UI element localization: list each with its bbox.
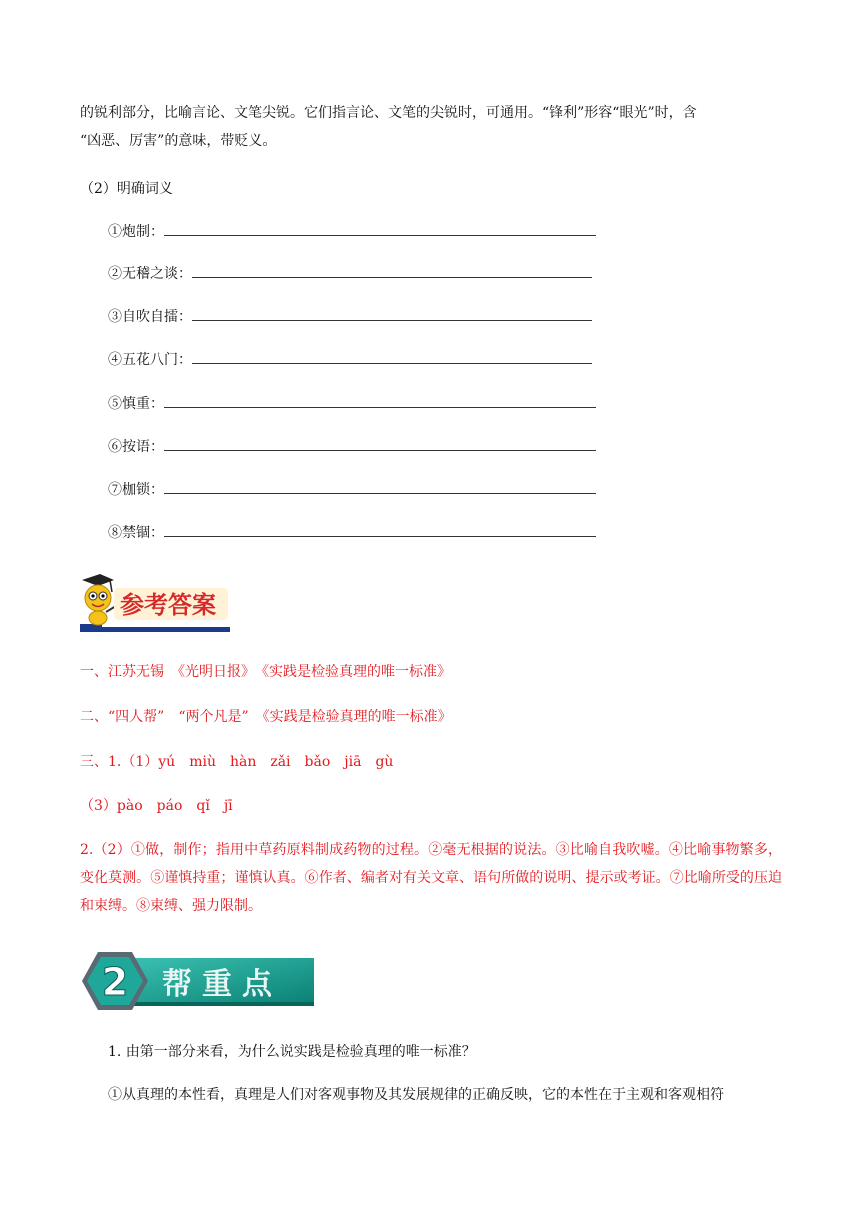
question-1: 1. 由第一部分来看，为什么说实践是检验真理的唯一标准？	[108, 1044, 476, 1060]
section-title: （2）明确词义	[80, 181, 173, 197]
answer-blank[interactable]	[192, 351, 592, 364]
mascot-icon	[82, 574, 116, 625]
answer-line-4	[80, 796, 233, 816]
term-field[interactable]	[108, 307, 592, 327]
term-label: ①炮制：	[108, 224, 164, 240]
term-field[interactable]	[108, 437, 596, 457]
answer-line-2: 二、“四人帮” “两个凡是” 《实践是检验真理的唯一标准》	[80, 709, 452, 725]
answer-line-1: 一、江苏无锡 《光明日报》 《实践是检验真理的唯一标准》	[80, 664, 451, 680]
term-field[interactable]	[108, 394, 596, 414]
answer-blank[interactable]	[164, 438, 596, 451]
answer-line-4-text: （3）pào páo qǐ jī	[80, 798, 233, 814]
term-label: ④五花八门：	[108, 352, 192, 368]
term-field[interactable]	[108, 350, 592, 370]
term-label: ②无稽之谈：	[108, 266, 192, 282]
term-label: ⑦枷锁：	[108, 482, 164, 498]
answer-blank[interactable]	[192, 308, 592, 321]
intro-line-1: 的锐利部分，比喻言论、文笔尖锐。它们指言论、文笔的尖锐时，可通用。“锋利”形容“眼光”时，含	[80, 105, 697, 121]
term-field[interactable]	[108, 523, 596, 543]
term-field[interactable]	[108, 480, 596, 500]
body-text: ①从真理的本性看，真理是人们对客观事物及其发展规律的正确反映，它的本性在于主观和客观相符	[108, 1087, 724, 1103]
section2-banner	[78, 948, 318, 1014]
section2-title: 帮重点	[162, 967, 282, 1002]
answer-banner-graphic	[80, 572, 230, 636]
section2-number: 2	[101, 960, 129, 1004]
answer-paragraph: 2.（2）①做，制作；指用中草药原料制成药物的过程。②毫无根据的说法。③比喻自我吹嘘。④比喻事物繁多，变化莫测。⑤谨慎持重；谨慎认真。⑥作者、编者对有关文章、语句所做的说明、提示或考证。⑦比喻所受的压迫和束缚。⑧束缚、强力限制。	[80, 842, 782, 914]
term-label: ③自吹自擂：	[108, 309, 192, 325]
section2-banner-graphic	[78, 948, 318, 1014]
answer-line-3	[80, 752, 393, 772]
answer-blank[interactable]	[164, 395, 596, 408]
term-label: ⑥按语：	[108, 439, 164, 455]
answer-blank[interactable]	[164, 481, 596, 494]
term-label: ⑧禁锢：	[108, 525, 164, 541]
intro-line-2: “凶恶、厉害”的意味，带贬义。	[80, 133, 277, 149]
answer-line-3-text: 三、1.（1）yú miù hàn zǎi bǎo jiā gù	[80, 754, 394, 770]
answer-banner-title: 参考答案	[120, 590, 216, 619]
answer-blank[interactable]	[164, 524, 596, 537]
answer-blank[interactable]	[192, 265, 592, 278]
term-field[interactable]	[108, 222, 596, 242]
answer-blank[interactable]	[164, 223, 596, 236]
answer-banner	[80, 572, 230, 636]
term-label: ⑤慎重：	[108, 396, 164, 412]
term-field[interactable]	[108, 264, 592, 284]
